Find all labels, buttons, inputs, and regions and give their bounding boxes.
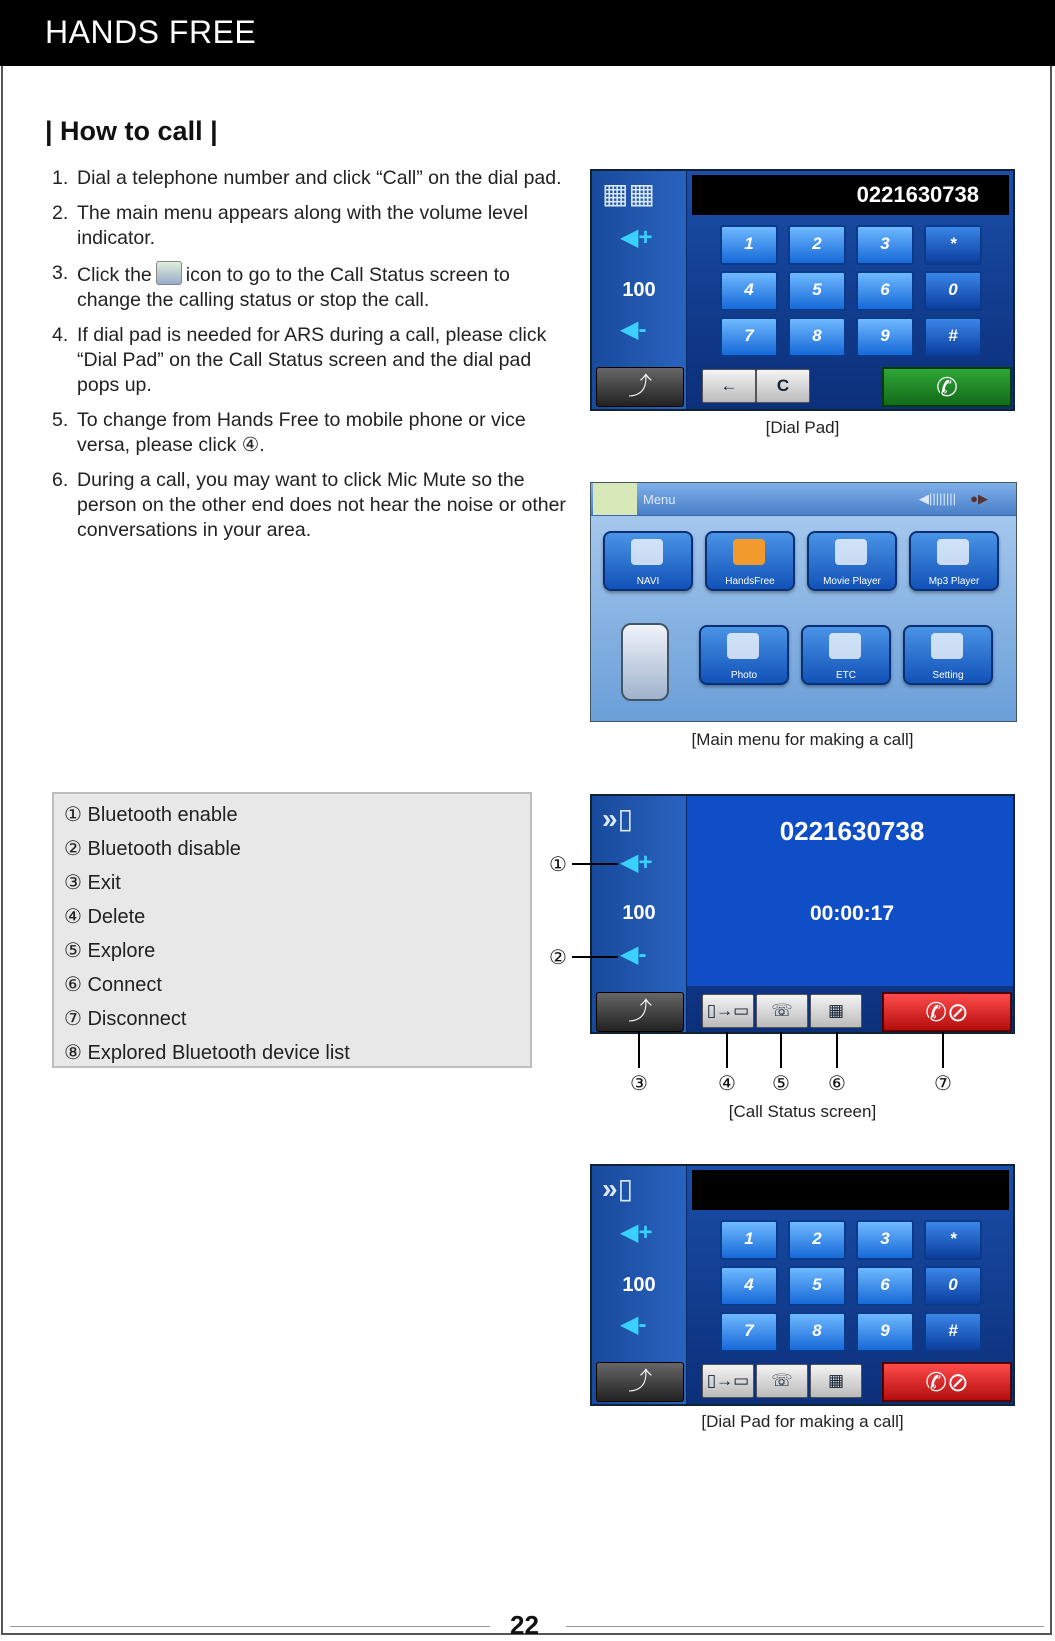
main-menu-caption: [Main menu for making a call] <box>691 730 914 749</box>
call-status-icon <box>156 261 182 285</box>
call-button[interactable]: ✆ <box>882 367 1012 407</box>
exit-button[interactable]: ⤴ <box>596 992 684 1032</box>
movie-player-icon <box>835 539 867 565</box>
volume-level: 100 <box>622 1274 656 1296</box>
dial-number-display <box>692 1170 1009 1210</box>
call-status-caption: [Call Status screen] <box>728 1102 877 1121</box>
callout-5: ⑤ <box>772 1073 790 1095</box>
dial-key[interactable]: 7 <box>720 317 778 357</box>
menu-tile-movie-player[interactable]: Movie Player <box>807 531 897 591</box>
dial-key[interactable]: 2 <box>788 1220 846 1260</box>
menu-tile-navi[interactable]: NAVI <box>603 531 693 591</box>
section-title: | How to call | <box>45 116 218 146</box>
step-item: 5. To change from Hands Free to mobile phone or vice versa, please click ④. <box>52 409 526 456</box>
step-item: 3. Click the icon to go to the Call Status screen to change the calling status or stop the call. <box>52 262 510 311</box>
call-status-screen <box>590 794 1015 1034</box>
instruction-list <box>52 166 577 553</box>
dial-key[interactable]: 3 <box>856 225 914 265</box>
callout-1-line <box>572 863 618 865</box>
dial-key[interactable]: 7 <box>720 1312 778 1352</box>
backspace-button[interactable]: ← <box>702 369 756 403</box>
menu-bar <box>591 483 1016 516</box>
dial-pad-sidebar <box>592 171 687 409</box>
callout-2-line <box>572 956 618 958</box>
step-item: 1. Dial a telephone number and click “Call” on the dial pad. <box>52 167 562 189</box>
bluetooth-phone-icon: »▯ <box>602 803 633 834</box>
volume-up-icon[interactable]: ◀+ <box>620 1219 653 1246</box>
dial-key[interactable]: * <box>924 1220 982 1260</box>
dial-key[interactable]: 8 <box>788 1312 846 1352</box>
callout-4: ④ <box>718 1073 736 1095</box>
dial-key[interactable]: 1 <box>720 1220 778 1260</box>
navi-icon <box>631 539 663 565</box>
dial-pad-screen <box>590 169 1015 411</box>
keypad-button[interactable]: ▦ <box>810 1364 862 1398</box>
legend-box <box>52 792 532 1068</box>
clear-button[interactable]: C <box>756 369 810 403</box>
legend-item: ⑦ Disconnect <box>64 1008 187 1030</box>
dial-key[interactable]: 4 <box>720 271 778 311</box>
legend-item: ⑤ Explore <box>64 940 156 962</box>
menu-volume-icon: ◀|||||||| <box>918 491 956 506</box>
dial-pad-caption: [Dial Pad] <box>765 418 840 437</box>
dial-pad-call-screen <box>590 1164 1015 1406</box>
menu-tile-photo[interactable]: Photo <box>699 625 789 685</box>
callout-3: ③ <box>630 1073 648 1095</box>
dial-pad-toggle-button[interactable]: ☏ <box>756 994 808 1028</box>
back-button[interactable]: ⤴ <box>596 367 684 407</box>
etc-icon <box>829 633 861 659</box>
menu-tile-setting[interactable]: Setting <box>903 625 993 685</box>
volume-up-icon[interactable]: ◀+ <box>620 849 653 876</box>
dial-key[interactable]: 2 <box>788 225 846 265</box>
menu-tile-etc[interactable]: ETC <box>801 625 891 685</box>
dial-pad-toggle-button[interactable]: ☏ <box>756 1364 808 1398</box>
dial-key[interactable]: 4 <box>720 1266 778 1306</box>
step-item: 2. The main menu appears along with the volume level indicator. <box>52 202 528 249</box>
hang-up-button[interactable]: ✆⊘ <box>882 1362 1012 1402</box>
legend-item: ④ Delete <box>64 906 146 928</box>
dial-key[interactable]: 5 <box>788 1266 846 1306</box>
bluetooth-phone-icon: »▯ <box>602 1173 633 1204</box>
transfer-button[interactable]: ▯→▭ <box>702 1364 754 1398</box>
header-title: HANDS FREE <box>45 14 257 50</box>
step-item: 6. During a call, you may want to click Mic Mute so the person on the other end does not hear the noise or other conversations in your area. <box>52 469 566 541</box>
page-number: 22 <box>510 1610 539 1640</box>
dial-key[interactable]: 5 <box>788 271 846 311</box>
callout-5-line <box>780 1032 782 1068</box>
legend-item: ③ Exit <box>64 872 121 894</box>
mobile-phone-icon[interactable] <box>621 623 669 701</box>
dial-key[interactable]: # <box>924 1312 982 1352</box>
dial-key[interactable]: 6 <box>856 1266 914 1306</box>
volume-up-icon[interactable]: ◀+ <box>620 224 653 251</box>
dial-number-display: 0221630738 <box>692 175 1009 215</box>
handsfree-icon <box>733 539 765 565</box>
keypad-logo-icon: ▦▦ <box>602 178 655 209</box>
volume-level: 100 <box>622 902 656 924</box>
callout-1: ① <box>549 854 567 876</box>
menu-tile-handsfree[interactable]: HandsFree <box>705 531 795 591</box>
callout-2: ② <box>549 947 567 969</box>
menu-tile-mp3-player[interactable]: Mp3 Player <box>909 531 999 591</box>
legend-item: ⑧ Explored Bluetooth device list <box>64 1042 350 1064</box>
callout-6-line <box>836 1032 838 1068</box>
main-menu-screen <box>590 482 1017 722</box>
volume-down-icon[interactable]: ◀- <box>620 316 647 343</box>
transfer-button[interactable]: ▯→▭ <box>702 994 754 1028</box>
legend-item: ⑥ Connect <box>64 974 162 996</box>
setting-gear-icon <box>931 633 963 659</box>
step-item: 4. If dial pad is needed for ARS during a call, please click “Dial Pad” on the Call Status screen and the dial pad pops up. <box>52 324 547 396</box>
dial-key[interactable]: # <box>924 317 982 357</box>
legend-item: ① Bluetooth enable <box>64 804 238 826</box>
page-header <box>0 0 1055 66</box>
dial-key[interactable]: 0 <box>924 1266 982 1306</box>
legend-item: ② Bluetooth disable <box>64 838 241 860</box>
dial-key[interactable]: 9 <box>856 1312 914 1352</box>
dial-key[interactable]: * <box>924 225 982 265</box>
dial-key[interactable]: 1 <box>720 225 778 265</box>
hang-up-button[interactable]: ✆⊘ <box>882 992 1012 1032</box>
volume-level: 100 <box>622 279 656 301</box>
callout-7-line <box>942 1032 944 1068</box>
callout-7: ⑦ <box>934 1073 952 1095</box>
volume-down-icon[interactable]: ◀- <box>620 941 647 968</box>
callout-6: ⑥ <box>828 1073 846 1095</box>
photo-icon <box>727 633 759 659</box>
dial-key[interactable]: 0 <box>924 271 982 311</box>
call-timer: 00:00:17 <box>809 902 895 925</box>
call-status-sidebar <box>592 796 687 1032</box>
dial-key[interactable]: 6 <box>856 271 914 311</box>
dial-call-sidebar <box>592 1166 687 1404</box>
keypad-button[interactable]: ▦ <box>810 994 862 1028</box>
callout-3-line <box>638 1032 640 1068</box>
volume-down-icon[interactable]: ◀- <box>620 1311 647 1338</box>
menu-title: Menu <box>643 492 676 507</box>
handsfree-status-icon <box>593 483 637 515</box>
footer-line-right <box>566 1626 1044 1627</box>
dial-key[interactable]: 9 <box>856 317 914 357</box>
dial-call-caption: [Dial Pad for making a call] <box>701 1412 904 1431</box>
dial-key[interactable]: 8 <box>788 317 846 357</box>
callout-4-line <box>726 1032 728 1068</box>
call-number: 0221630738 <box>779 816 925 846</box>
menu-battery-icon: ●▶ <box>970 491 988 506</box>
mp3-player-icon <box>937 539 969 565</box>
exit-button[interactable]: ⤴ <box>596 1362 684 1402</box>
footer-line-left <box>10 1626 490 1627</box>
dial-key[interactable]: 3 <box>856 1220 914 1260</box>
